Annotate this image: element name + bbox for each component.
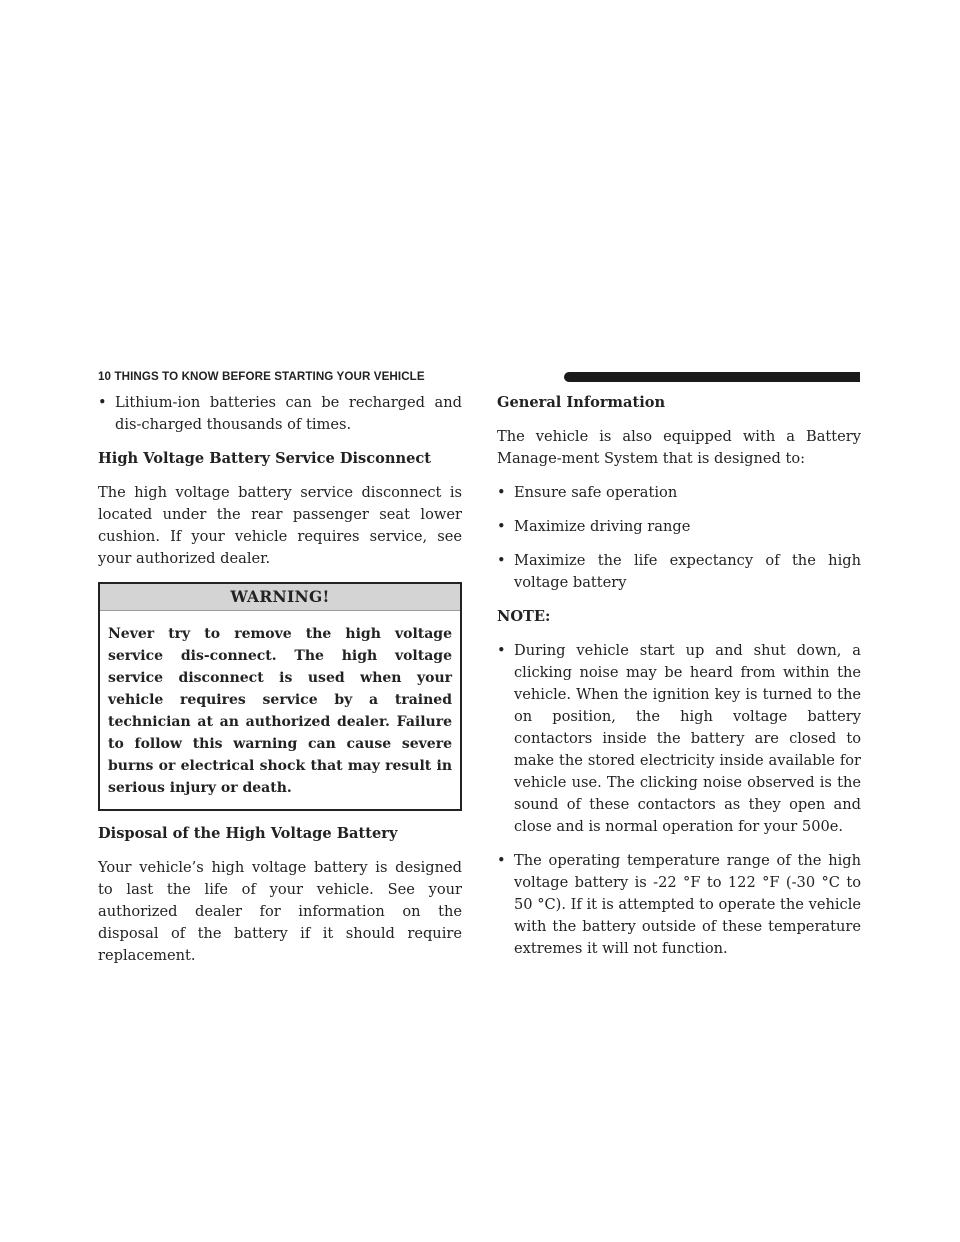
note-item-text: The operating temperature range of the high voltage battery is -22 °F to 122 °F (-30 °C to 50 °C). If it is attempted to operate the vehicle with the battery outside of these temperature extremes it will not function. bbox=[514, 852, 861, 957]
disposal-heading: Disposal of the High Voltage Battery bbox=[98, 825, 398, 842]
bms-item-text: Ensure safe operation bbox=[514, 484, 678, 501]
note-item bbox=[497, 640, 861, 838]
chapter-title: THINGS TO KNOW BEFORE STARTING YOUR VEHICLE bbox=[114, 370, 425, 383]
bms-item-text: Maximize the life expectancy of the high voltage battery bbox=[514, 552, 861, 591]
general-text: The vehicle is also equipped with a Battery Manage-ment System that is designed to: bbox=[497, 428, 861, 467]
right-column bbox=[497, 392, 861, 972]
bms-item bbox=[497, 550, 861, 594]
bms-item-text: Maximize driving range bbox=[514, 518, 691, 535]
bullet-lithium bbox=[98, 392, 462, 436]
general-heading: General Information bbox=[497, 394, 666, 411]
note-label: NOTE: bbox=[497, 608, 551, 625]
disposal-text: Your vehicle’s high voltage battery is designed to last the life of your vehicle. See your authorized dealer for information on the disposal of the battery if it should require replacement. bbox=[98, 859, 462, 964]
page-number: 10 bbox=[98, 370, 112, 383]
bms-item bbox=[497, 482, 861, 504]
page-header bbox=[98, 370, 860, 384]
left-column bbox=[98, 392, 462, 979]
bullet-text: Lithium-ion batteries can be recharged and dis-charged thousands of times. bbox=[115, 394, 462, 433]
warning-box bbox=[98, 582, 462, 811]
bms-item bbox=[497, 516, 861, 538]
note-item bbox=[497, 850, 861, 960]
note-item-text: During vehicle start up and shut down, a clicking noise may be heard from within the vehicle. When the ignition key is turned to the on position, the high voltage battery contactors inside the battery are closed to make the stored electricity inside available for vehicle use. The clicking noise observed is the sound of these contactors as they open and close and is normal operation for your 500e. bbox=[514, 642, 861, 835]
warning-title: WARNING! bbox=[100, 584, 460, 611]
bullet-dot: • bbox=[497, 642, 506, 659]
bullet-dot: • bbox=[98, 394, 107, 411]
disconnect-heading: High Voltage Battery Service Disconnect bbox=[98, 450, 432, 467]
bullet-dot: • bbox=[497, 518, 506, 535]
disconnect-text: The high voltage battery service disconnect is located under the rear passenger seat lower cushion. If your vehicle requires service, see your authorized dealer. bbox=[98, 484, 462, 567]
header-text bbox=[98, 370, 425, 384]
header-bar bbox=[564, 372, 860, 382]
bullet-dot: • bbox=[497, 552, 506, 569]
bullet-dot: • bbox=[497, 852, 506, 869]
bullet-dot: • bbox=[497, 484, 506, 501]
warning-body: Never try to remove the high voltage service dis-connect. The high voltage service disconnect is used when your vehicle requires service by a trained technician at an authorized dealer. Failure to follow this warning can cause severe burns or electrical shock that may result in serious injury or death. bbox=[108, 626, 452, 796]
